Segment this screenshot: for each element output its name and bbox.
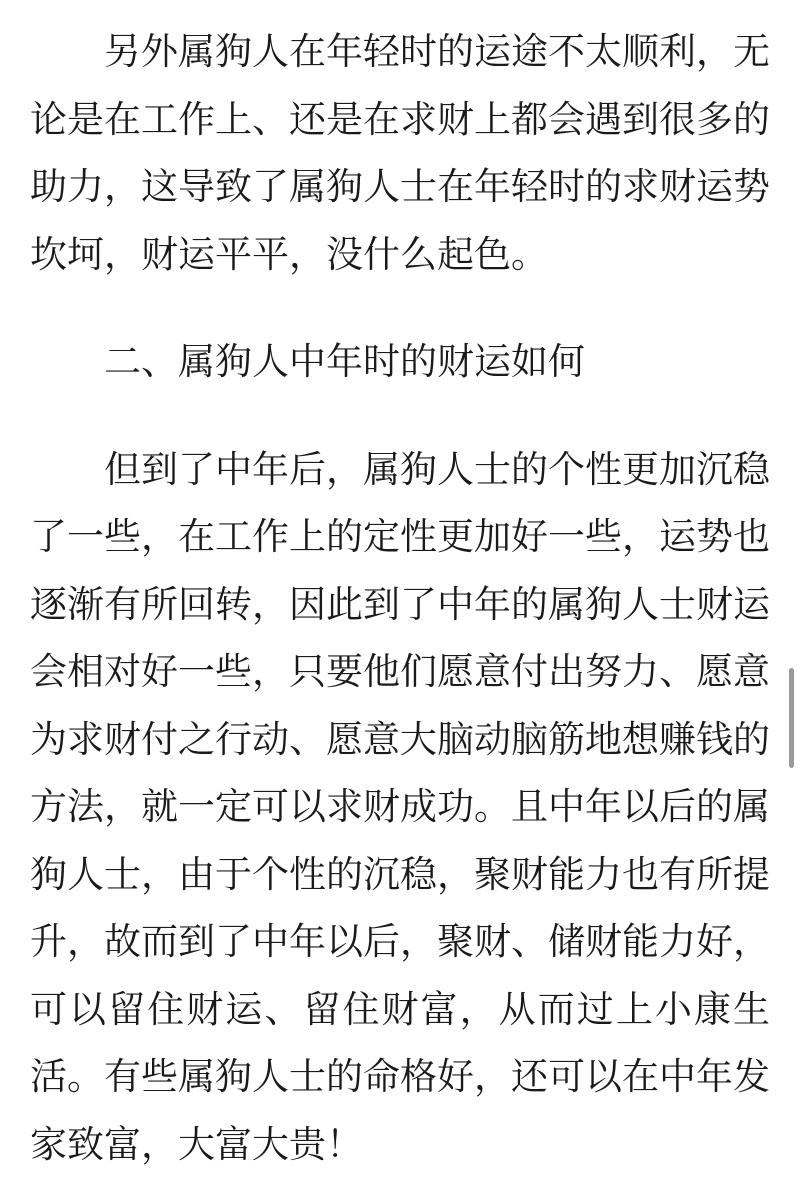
paragraph-middle-age-fortune: 但到了中年后，属狗人士的个性更加沉稳了一些，在工作上的定性更加好一些，运势也逐渐有所回转，因此到了中年的属狗人士财运会相对好一些，只要他们愿意付出努力、愿意为求财付之行动、愿意大脑动脑筋地想赚钱的方法，就一定可以求财成功。且中年以后的属狗人士，由于个性的沉稳，聚财能力也有所提升，故而到了中年以后，聚财、储财能力好，可以留住财运、留住财富，从而过上小康生活。有些属狗人士的命格好，还可以在中年发家致富，大富大贵！ [30, 436, 770, 1178]
section-heading: 二、属狗人中年时的财运如何 [30, 328, 770, 396]
vertical-scrollbar[interactable] [789, 668, 794, 768]
paragraph-young-fortune: 另外属狗人在年轻时的运途不太顺利，无论是在工作上、还是在求财上都会遇到很多的助力，这导致了属狗人士在年轻时的求财运势坎坷，财运平平，没什么起色。 [30, 18, 770, 288]
article-body [30, 18, 770, 1178]
